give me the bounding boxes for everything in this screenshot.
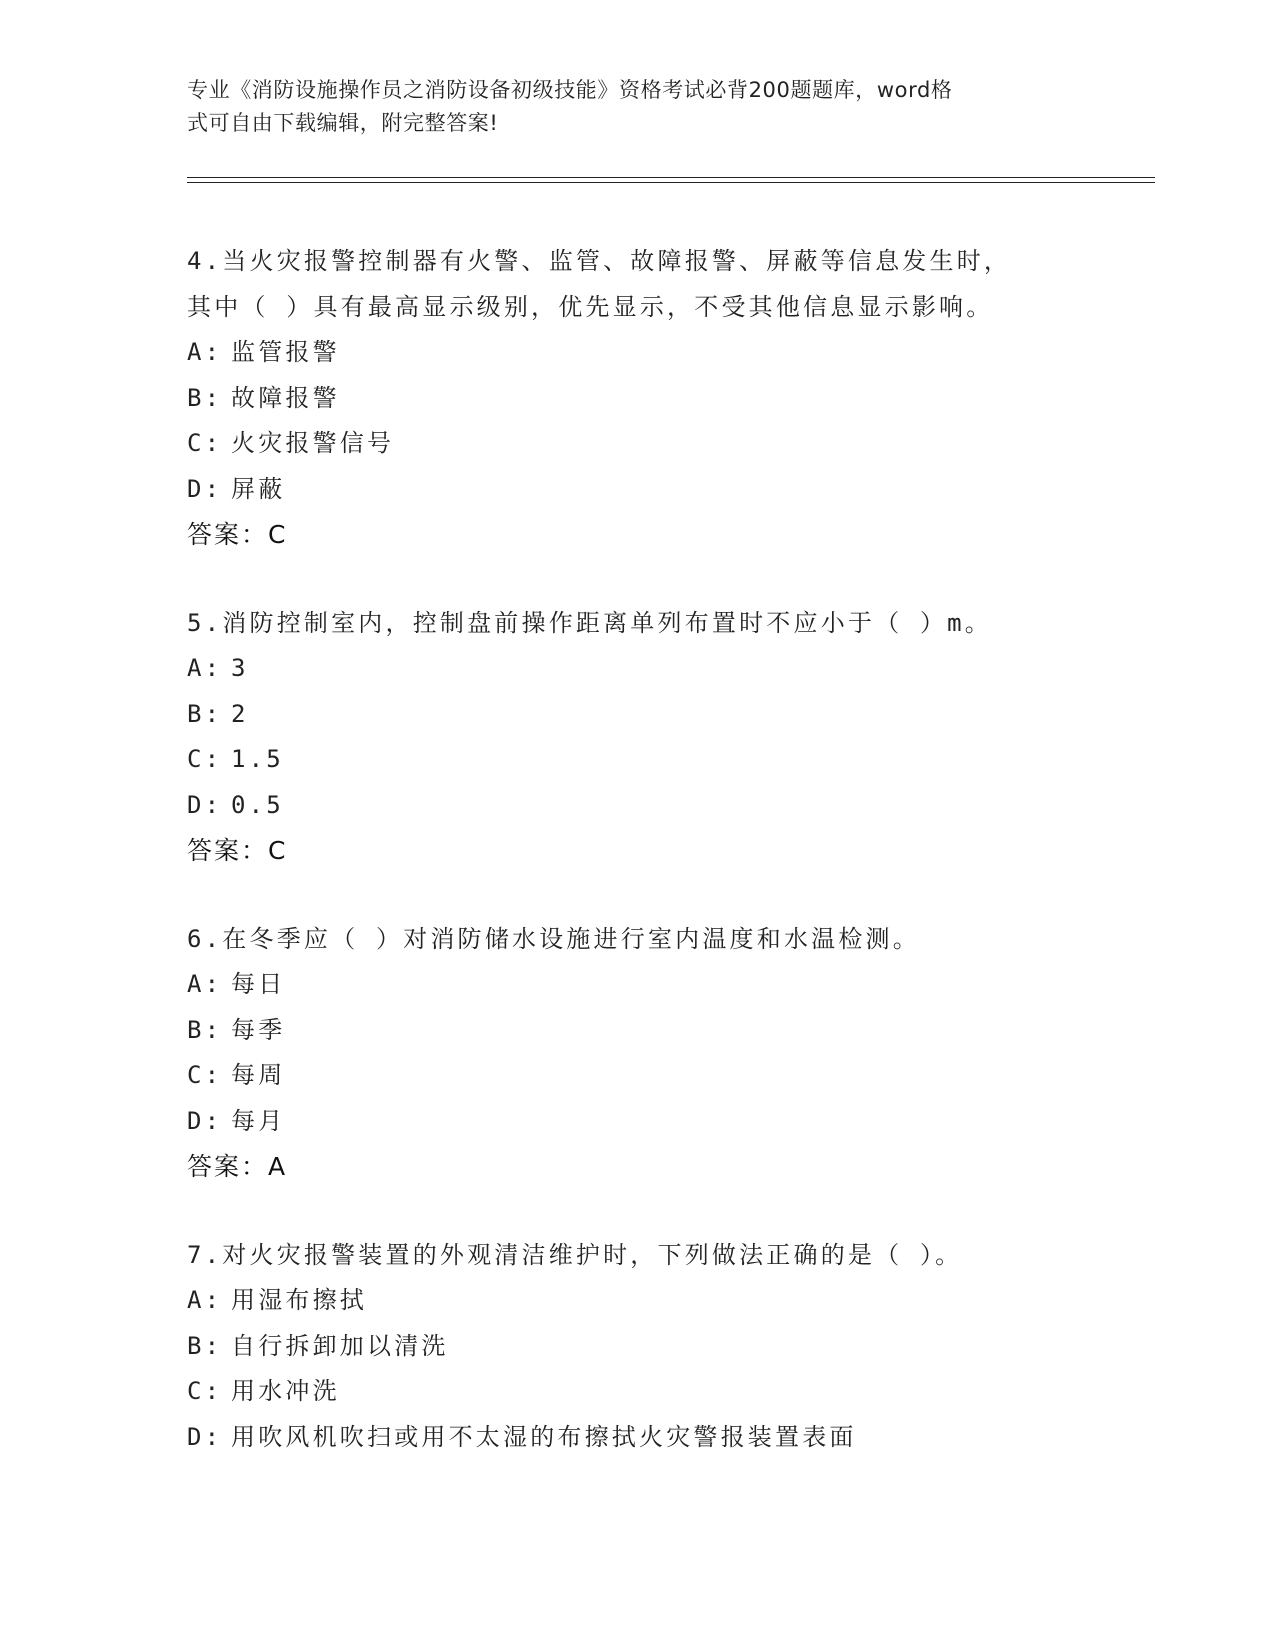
- option-c: [187, 737, 1087, 783]
- option-a: [187, 1278, 1087, 1324]
- option-d: [187, 783, 1087, 829]
- option-key: D:: [187, 474, 223, 503]
- option-a: [187, 646, 1087, 692]
- option-key: D:: [187, 1106, 223, 1135]
- question-5: [187, 600, 1087, 874]
- answer-line: 答案：C: [187, 836, 288, 865]
- option-text: 0.5: [231, 790, 284, 819]
- header-divider-bottom: [187, 182, 1155, 183]
- option-text: 每日: [231, 970, 286, 998]
- option-key: C:: [187, 1377, 223, 1405]
- option-text: 监管报警: [231, 338, 340, 366]
- option-text: 每周: [231, 1061, 286, 1089]
- option-key: A:: [187, 654, 223, 682]
- option-a: [187, 962, 1087, 1008]
- option-text: 用水冲洗: [231, 1377, 340, 1405]
- option-key: B:: [187, 383, 223, 412]
- option-c: [187, 1369, 1087, 1415]
- question-stem-line: 5.消防控制室内，控制盘前操作距离单列布置时不应小于（ ）m。: [187, 609, 992, 637]
- option-text: 自行拆卸加以清洗: [231, 1331, 449, 1360]
- header-divider-top: [187, 177, 1155, 178]
- question-list: [187, 238, 1087, 1502]
- answer-line: 答案：A: [187, 1152, 288, 1181]
- option-text: 火灾报警信号: [231, 429, 395, 457]
- option-d: [187, 1099, 1087, 1145]
- option-key: B:: [187, 1331, 223, 1360]
- answer-line: 答案：C: [187, 520, 288, 549]
- option-key: A:: [187, 970, 223, 998]
- option-b: [187, 692, 1087, 738]
- option-d: [187, 1415, 1087, 1461]
- header-line-2: 式可自由下载编辑，附完整答案!: [187, 111, 499, 135]
- question-6: [187, 916, 1087, 1190]
- option-c: [187, 1053, 1087, 1099]
- option-key: C:: [187, 1061, 223, 1089]
- question-stem-line: 4.当火灾报警控制器有火警、监管、故障报警、屏蔽等信息发生时，: [187, 247, 1012, 275]
- option-b: [187, 376, 1087, 422]
- option-c: [187, 421, 1087, 467]
- option-key: A:: [187, 1286, 223, 1314]
- option-text: 2: [231, 699, 249, 728]
- option-text: 屏蔽: [231, 474, 286, 503]
- option-key: A:: [187, 338, 223, 366]
- question-4: [187, 238, 1087, 558]
- option-text: 用湿布擦拭: [231, 1286, 367, 1314]
- option-key: B:: [187, 699, 223, 728]
- option-text: 每季: [231, 1015, 286, 1044]
- option-key: D:: [187, 790, 223, 819]
- option-text: 1.5: [231, 745, 284, 773]
- header-line-1: 专业《消防设施操作员之消防设备初级技能》资格考试必背200题题库，word格: [187, 78, 953, 102]
- option-b: [187, 1324, 1087, 1370]
- option-text: 用吹风机吹扫或用不太湿的布擦拭火灾警报装置表面: [231, 1422, 857, 1451]
- option-key: B:: [187, 1015, 223, 1044]
- option-text: 每月: [231, 1106, 286, 1135]
- document-header: [187, 74, 1077, 140]
- option-b: [187, 1008, 1087, 1054]
- question-7: [187, 1232, 1087, 1460]
- option-a: [187, 330, 1087, 376]
- question-stem-line: 7.对火灾报警装置的外观清洁维护时，下列做法正确的是（ ）。: [187, 1241, 963, 1269]
- option-key: C:: [187, 745, 223, 773]
- option-text: 3: [231, 654, 249, 682]
- option-key: C:: [187, 429, 223, 457]
- option-d: [187, 467, 1087, 513]
- question-stem-line: 其中（ ）具有最高显示级别，优先显示，不受其他信息显示影响。: [187, 293, 994, 321]
- option-key: D:: [187, 1422, 223, 1451]
- option-text: 故障报警: [231, 383, 340, 412]
- question-stem-line: 6.在冬季应（ ）对消防储水设施进行室内温度和水温检测。: [187, 925, 920, 953]
